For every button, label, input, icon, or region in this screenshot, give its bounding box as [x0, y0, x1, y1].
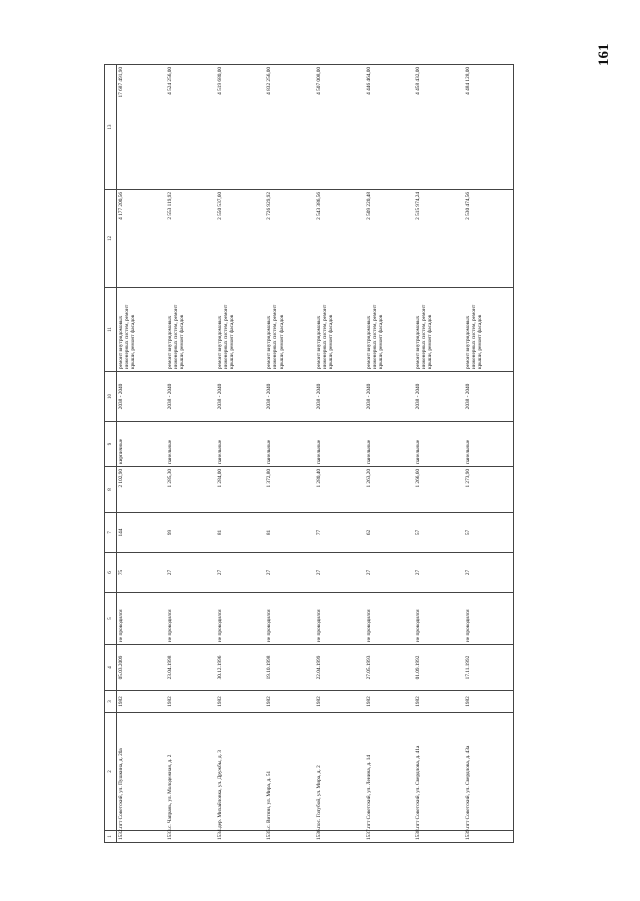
area-cell: 1 280,40	[315, 467, 365, 513]
row-number: 1538.	[414, 831, 464, 843]
address-cell: дер. Михайловка, ул. Дружбы, д. 3	[216, 713, 266, 831]
year-cell: 1982	[117, 691, 167, 713]
period-cell: 2038 - 2040	[166, 372, 216, 422]
row-number: 1539.	[464, 831, 514, 843]
date-cell: 01.09.1992	[414, 645, 464, 691]
year-cell: 1982	[265, 691, 315, 713]
row-number: 1534.	[216, 831, 266, 843]
header-cell: 7	[105, 513, 117, 553]
table-row	[117, 65, 167, 843]
column-12-cell: 2 515 974,24	[414, 190, 464, 288]
year-cell: 1982	[365, 691, 415, 713]
period-cell: 2038 - 2040	[464, 372, 514, 422]
year-cell: 1982	[464, 691, 514, 713]
last-repair-cell: не проводился	[464, 593, 514, 645]
column-13-cell: 4 507 008,00	[315, 65, 365, 190]
row-number: 1536.	[315, 831, 365, 843]
header-cell: 12	[105, 190, 117, 288]
date-cell: 30.12.1996	[216, 645, 266, 691]
date-cell: 19.10.1998	[265, 645, 315, 691]
works-cell: ремонт внутридомовых инженерных систем, ремонт крыши, ремонт фасадов	[265, 288, 315, 372]
year-cell: 1982	[166, 691, 216, 713]
column-12-cell: 2 543 386,56	[315, 190, 365, 288]
rotated-table-container	[104, 65, 514, 843]
area-cell: 1 285,30	[166, 467, 216, 513]
table-body	[117, 65, 514, 843]
year-cell: 1982	[216, 691, 266, 713]
wall-material-cell: панельные	[166, 422, 216, 467]
table-row	[315, 65, 365, 843]
date-cell: 17.11.1992	[464, 645, 514, 691]
column-12-cell: 2 509 220,48	[365, 190, 415, 288]
column-6-cell: 27	[166, 553, 216, 593]
column-7-cell: 57	[414, 513, 464, 553]
header-cell: 9	[105, 422, 117, 467]
column-13-cell: 4 458 432,00	[414, 65, 464, 190]
header-cell: 13	[105, 65, 117, 190]
table-row	[414, 65, 464, 843]
row-number: 1537.	[365, 831, 415, 843]
address-cell: пгт Советский, ул. Свердлова, д. 43а	[464, 713, 514, 831]
last-repair-cell: не проводился	[117, 593, 167, 645]
header-cell: 10	[105, 372, 117, 422]
last-repair-cell: не проводился	[166, 593, 216, 645]
area-cell: 1 273,90	[464, 467, 514, 513]
address-cell: пгт Советский, ул. Пушкина, д. 20а	[117, 713, 167, 831]
column-13-cell: 4 519 680,00	[216, 65, 266, 190]
period-cell: 2038 - 2040	[265, 372, 315, 422]
column-7-cell: 62	[365, 513, 415, 553]
housing-repair-table	[104, 64, 514, 843]
year-cell: 1982	[414, 691, 464, 713]
row-number: 1532.	[117, 831, 167, 843]
header-cell: 1	[105, 831, 117, 843]
area-cell: 1 284,00	[216, 467, 266, 513]
table-row	[166, 65, 216, 843]
address-cell: с. Чапрань, ул. Молодежная, д. 2	[166, 713, 216, 831]
last-repair-cell: не проводился	[216, 593, 266, 645]
page-number: 161	[596, 43, 612, 66]
header-cell: 6	[105, 553, 117, 593]
last-repair-cell: не проводился	[414, 593, 464, 645]
column-6-cell: 27	[265, 553, 315, 593]
period-cell: 2038 - 2040	[365, 372, 415, 422]
address-cell: с. Витязи, ул. Мира, д. 51	[265, 713, 315, 831]
works-cell: ремонт внутридомовых инженерных систем, ремонт крыши, ремонт фасадов	[216, 288, 266, 372]
column-13-cell: 4 832 256,00	[265, 65, 315, 190]
date-cell: 27.05.1993	[365, 645, 415, 691]
column-6-cell: 27	[414, 553, 464, 593]
header-cell: 2	[105, 713, 117, 831]
address-cell: пгт Советский, ул. Свердлова, д. 41а	[414, 713, 464, 831]
area-cell: 2 102,90	[117, 467, 167, 513]
column-7-cell: 57	[464, 513, 514, 553]
period-cell: 2038 - 2040	[117, 372, 167, 422]
last-repair-cell: не проводился	[365, 593, 415, 645]
address-cell: пос. Голубой, ул. Мира, д. 2	[315, 713, 365, 831]
column-7-cell: 81	[265, 513, 315, 553]
works-cell: ремонт внутридомовых инженерных систем, ремонт крыши, ремонт фасадов	[315, 288, 365, 372]
works-cell: ремонт внутридомовых инженерных систем, ремонт крыши, ремонт фасадов	[464, 288, 514, 372]
table-row	[265, 65, 315, 843]
wall-material-cell: панельные	[414, 422, 464, 467]
column-12-cell: 2 553 119,92	[166, 190, 216, 288]
wall-material-cell: панельные	[464, 422, 514, 467]
period-cell: 2038 - 2040	[315, 372, 365, 422]
period-cell: 2038 - 2040	[414, 372, 464, 422]
period-cell: 2038 - 2040	[216, 372, 266, 422]
wall-material-cell: панельные	[315, 422, 365, 467]
wall-material-cell: панельные	[265, 422, 315, 467]
area-cell: 1 263,20	[365, 467, 415, 513]
header-cell: 3	[105, 691, 117, 713]
column-13-cell: 4 524 256,00	[166, 65, 216, 190]
header-cell: 4	[105, 645, 117, 691]
header-cell: 5	[105, 593, 117, 645]
year-cell: 1982	[315, 691, 365, 713]
column-13-cell: 4 446 464,00	[365, 65, 415, 190]
works-cell: ремонт внутридомовых инженерных систем, ремонт крыши, ремонт фасадов	[166, 288, 216, 372]
address-cell: пгт Советский, ул. Ленина, д. 14	[365, 713, 415, 831]
table-row	[464, 65, 514, 843]
header-cell: 11	[105, 288, 117, 372]
row-number: 1535.	[265, 831, 315, 843]
row-number: 1533.	[166, 831, 216, 843]
wall-material-cell: кирпичные	[117, 422, 167, 467]
column-7-cell: 144	[117, 513, 167, 553]
area-cell: 1 266,60	[414, 467, 464, 513]
column-12-cell: 4 177 200,56	[117, 190, 167, 288]
column-7-cell: 81	[216, 513, 266, 553]
wall-material-cell: панельные	[365, 422, 415, 467]
column-13-cell: 17 687 491,90	[117, 65, 167, 190]
column-7-cell: 77	[315, 513, 365, 553]
column-6-cell: 27	[464, 553, 514, 593]
column-7-cell: 99	[166, 513, 216, 553]
column-6-cell: 75	[117, 553, 167, 593]
column-6-cell: 27	[315, 553, 365, 593]
date-cell: 05.03.2009	[117, 645, 167, 691]
column-12-cell: 2 550 537,60	[216, 190, 266, 288]
column-12-cell: 2 726 929,92	[265, 190, 315, 288]
header-cell: 8	[105, 467, 117, 513]
table-row	[365, 65, 415, 843]
works-cell: ремонт внутридомовых инженерных систем, ремонт крыши, ремонт фасадов	[365, 288, 415, 372]
column-6-cell: 27	[365, 553, 415, 593]
table-row	[216, 65, 266, 843]
date-cell: 23.04.1998	[166, 645, 216, 691]
column-12-cell: 2 530 474,56	[464, 190, 514, 288]
date-cell: 22.04.1999	[315, 645, 365, 691]
area-cell: 1 372,80	[265, 467, 315, 513]
column-6-cell: 27	[216, 553, 266, 593]
column-13-cell: 4 484 128,00	[464, 65, 514, 190]
works-cell: ремонт внутридомовых инженерных систем, ремонт крыши, ремонт фасадов	[117, 288, 167, 372]
wall-material-cell: панельные	[216, 422, 266, 467]
header-row	[105, 65, 117, 843]
last-repair-cell: не проводился	[265, 593, 315, 645]
last-repair-cell: не проводился	[315, 593, 365, 645]
works-cell: ремонт внутридомовых инженерных систем, ремонт крыши, ремонт фасадов	[414, 288, 464, 372]
